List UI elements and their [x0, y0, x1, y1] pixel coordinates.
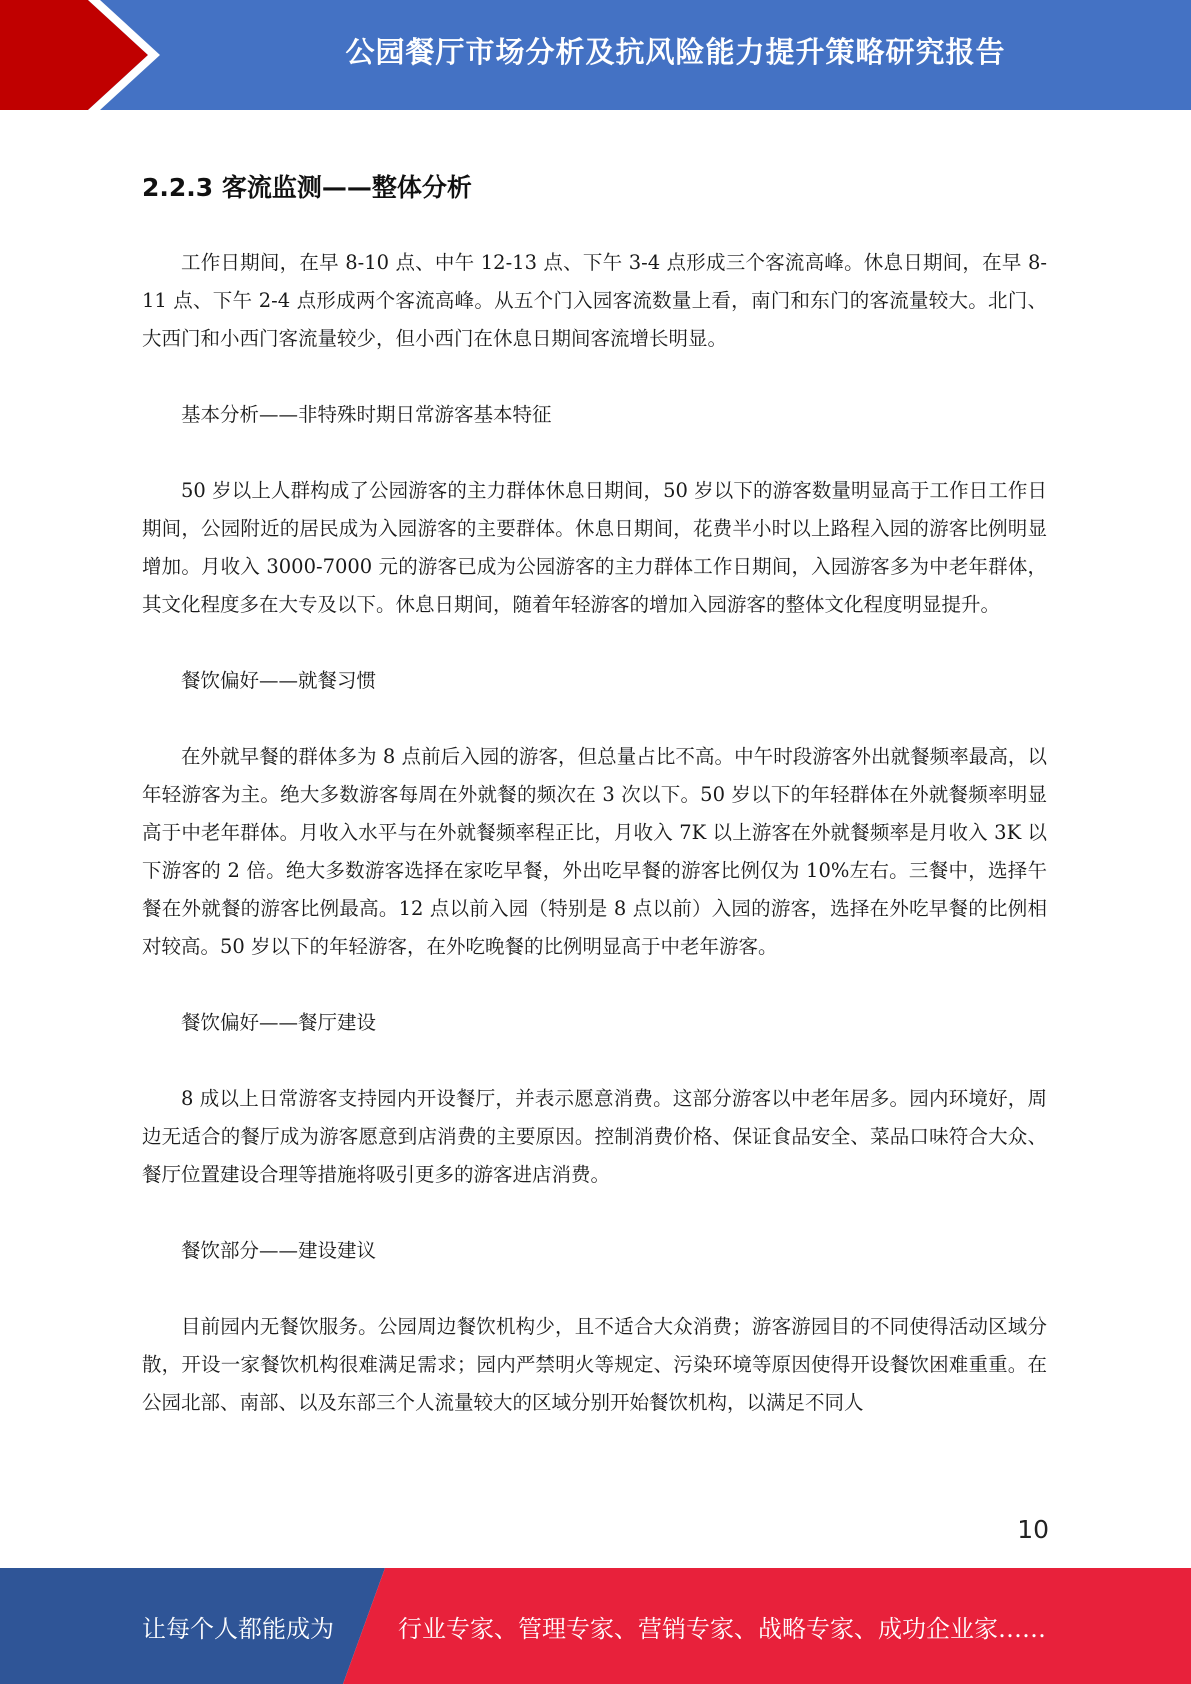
subheading-restaurant-construction: 餐饮偏好——餐厅建设: [181, 1011, 377, 1034]
footer-slogan-right: 行业专家、管理专家、营销专家、战略专家、成功企业家……: [398, 1614, 1046, 1643]
paragraph-dining-habits: 在外就早餐的群体多为 8 点前后入园的游客，但总量占比不高。中午时段游客外出就餐频率最高，以年轻游客为主。绝大多数游客每周在外就餐的频次在 3 次以下。50 岁以下的年轻群体在外就餐频率明显高于中老年群体。月收入水平与在外就餐频率程正比，月收入 7K 以上游客在外就餐频率是月收入 3K 以下游客的 2 倍。绝大多数游客选择在家吃早餐，外出吃早餐的游客比例仅为 10%左右。三餐中，选择午餐在外就餐的游客比例最高。12 点以前入园（特别是 8 点以前）入园的游客，选择在外吃早餐的比例相对较高。50 岁以下的年轻游客，在外吃晚餐的比例明显高于中老年游客。: [142, 745, 1047, 958]
paragraph-visitor-profile: 50 岁以上人群构成了公园游客的主力群体休息日期间，50 岁以下的游客数量明显高于工作日工作日期间，公园附近的居民成为入园游客的主要群体。休息日期间，花费半小时以上路程入园的游客比例明显增加。月收入 3000-7000 元的游客已成为公园游客的主力群体工作日期间，入园游客多为中老年群体，其文化程度多在大专及以下。休息日期间，随着年轻游客的增加入园游客的整体文化程度明显提升。: [142, 479, 1047, 616]
footer-slogan-left: 让每个人都能成为: [142, 1614, 334, 1643]
report-title: 公园餐厅市场分析及抗风险能力提升策略研究报告: [345, 34, 1006, 69]
page-number: 10: [1017, 1515, 1049, 1544]
paragraph-construction-advice: 目前园内无餐饮服务。公园周边餐饮机构少，且不适合大众消费；游客游园目的不同使得活动区域分散，开设一家餐饮机构很难满足需求；园内严禁明火等规定、污染环境等原因使得开设餐饮困难重重。在公园北部、南部、以及东部三个人流量较大的区域分别开始餐饮机构，以满足不同人: [142, 1315, 1047, 1414]
section-heading: 2.2.3 客流监测——整体分析: [142, 173, 472, 202]
subheading-basic-analysis: 基本分析——非特殊时期日常游客基本特征: [181, 403, 552, 426]
subheading-construction-advice: 餐饮部分——建设建议: [181, 1239, 377, 1262]
paragraph-peak-hours: 工作日期间，在早 8-10 点、中午 12-13 点、下午 3-4 点形成三个客流高峰。休息日期间，在早 8-11 点、下午 2-4 点形成两个客流高峰。从五个门入园客流数量上看，南门和东门的客流量较大。北门、大西门和小西门客流量较少，但小西门在休息日期间客流增长明显。: [142, 251, 1047, 350]
page-content: [142, 168, 1047, 1422]
paragraph-restaurant-construction: 8 成以上日常游客支持园内开设餐厅，并表示愿意消费。这部分游客以中老年居多。园内环境好，周边无适合的餐厅成为游客愿意到店消费的主要原因。控制消费价格、保证食品安全、菜品口味符合大众、餐厅位置建设合理等措施将吸引更多的游客进店消费。: [142, 1087, 1047, 1186]
page-footer-band: [0, 1568, 1191, 1684]
page-header-band: [0, 0, 1191, 110]
subheading-dining-habits: 餐饮偏好——就餐习惯: [181, 669, 377, 692]
